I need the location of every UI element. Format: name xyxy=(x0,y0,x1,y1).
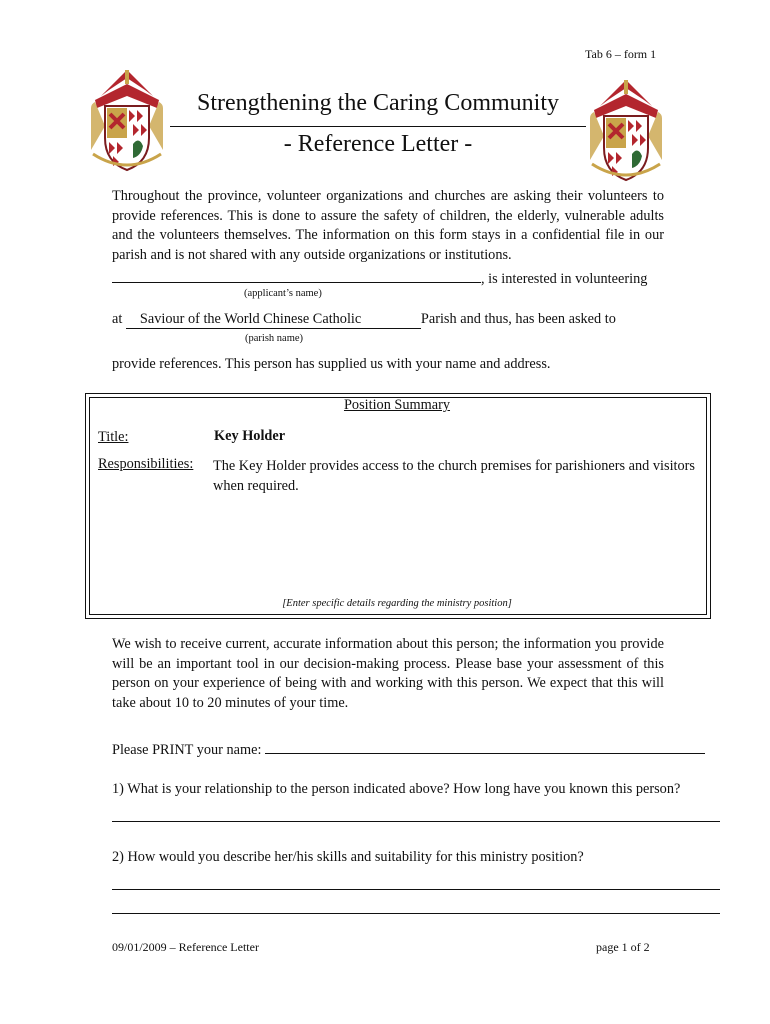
position-details-note: [Enter specific details regarding the ministry position] xyxy=(282,598,512,609)
page-subtitle: - Reference Letter - xyxy=(283,131,473,157)
applicant-hint: (applicant’s name) xyxy=(244,288,322,299)
position-summary-inner-border xyxy=(89,397,707,615)
parish-name-field[interactable]: Saviour of the World Chinese Catholic xyxy=(126,311,421,329)
title-underline xyxy=(170,126,586,127)
print-name-label: Please PRINT your name: xyxy=(112,742,262,758)
question-2: 2) How would you describe her/his skills and suitability for this ministry position? xyxy=(112,849,584,865)
at-label: at xyxy=(112,311,123,327)
page-title: Strengthening the Caring Community xyxy=(197,90,559,116)
question-1: 1) What is your relationship to the person indicated above? How long have you known this person? xyxy=(112,781,681,797)
answer-2-line[interactable] xyxy=(112,913,720,914)
applicant-name-field[interactable] xyxy=(112,268,481,283)
answer-1-line[interactable] xyxy=(112,821,720,822)
parish-suffix: Parish and thus, has been asked to xyxy=(420,311,616,327)
position-title-value: Key Holder xyxy=(214,428,286,444)
coat-of-arms-icon xyxy=(85,66,169,172)
tab-label: Tab 6 – form 1 xyxy=(585,47,657,61)
provide-text: provide references. This person has supplied us with your name and address. xyxy=(112,356,551,372)
page-number: page 1 of 2 xyxy=(596,940,650,954)
parish-line xyxy=(112,311,616,329)
position-title-label: Title: xyxy=(98,429,129,445)
applicant-line xyxy=(112,268,667,288)
answer-2-line[interactable] xyxy=(112,889,720,890)
footer-date: 09/01/2009 – Reference Letter xyxy=(112,940,259,954)
print-name-field[interactable] xyxy=(265,739,705,754)
parish-hint: (parish name) xyxy=(245,333,304,344)
position-summary-heading: Position Summary xyxy=(343,397,451,413)
responsibilities-value: The Key Holder provides access to the church premises for parishioners and visitors when required. xyxy=(213,458,695,494)
applicant-suffix: , is interested in volunteering xyxy=(481,271,648,287)
responsibilities-label: Responsibilities: xyxy=(98,456,194,472)
print-name-line xyxy=(112,739,705,759)
coat-of-arms-icon xyxy=(584,76,668,182)
wish-paragraph: We wish to receive current, accurate information about this person; the information you provide will be an important tool in our decision-making process. Please base your assessment of this person on your experience of being with and working with this person. We expect that this will take about 10 to 20 minutes of your time. xyxy=(112,636,664,711)
intro-paragraph: Throughout the province, volunteer organizations and churches are asking their volunteers to provide references. This is done to assure the safety of children, the elderly, vulnerable adults and the volunteers themselves. The information on this form stays in a confidential file in our parish and is not shared with any outside organizations or institutions. xyxy=(112,188,664,263)
